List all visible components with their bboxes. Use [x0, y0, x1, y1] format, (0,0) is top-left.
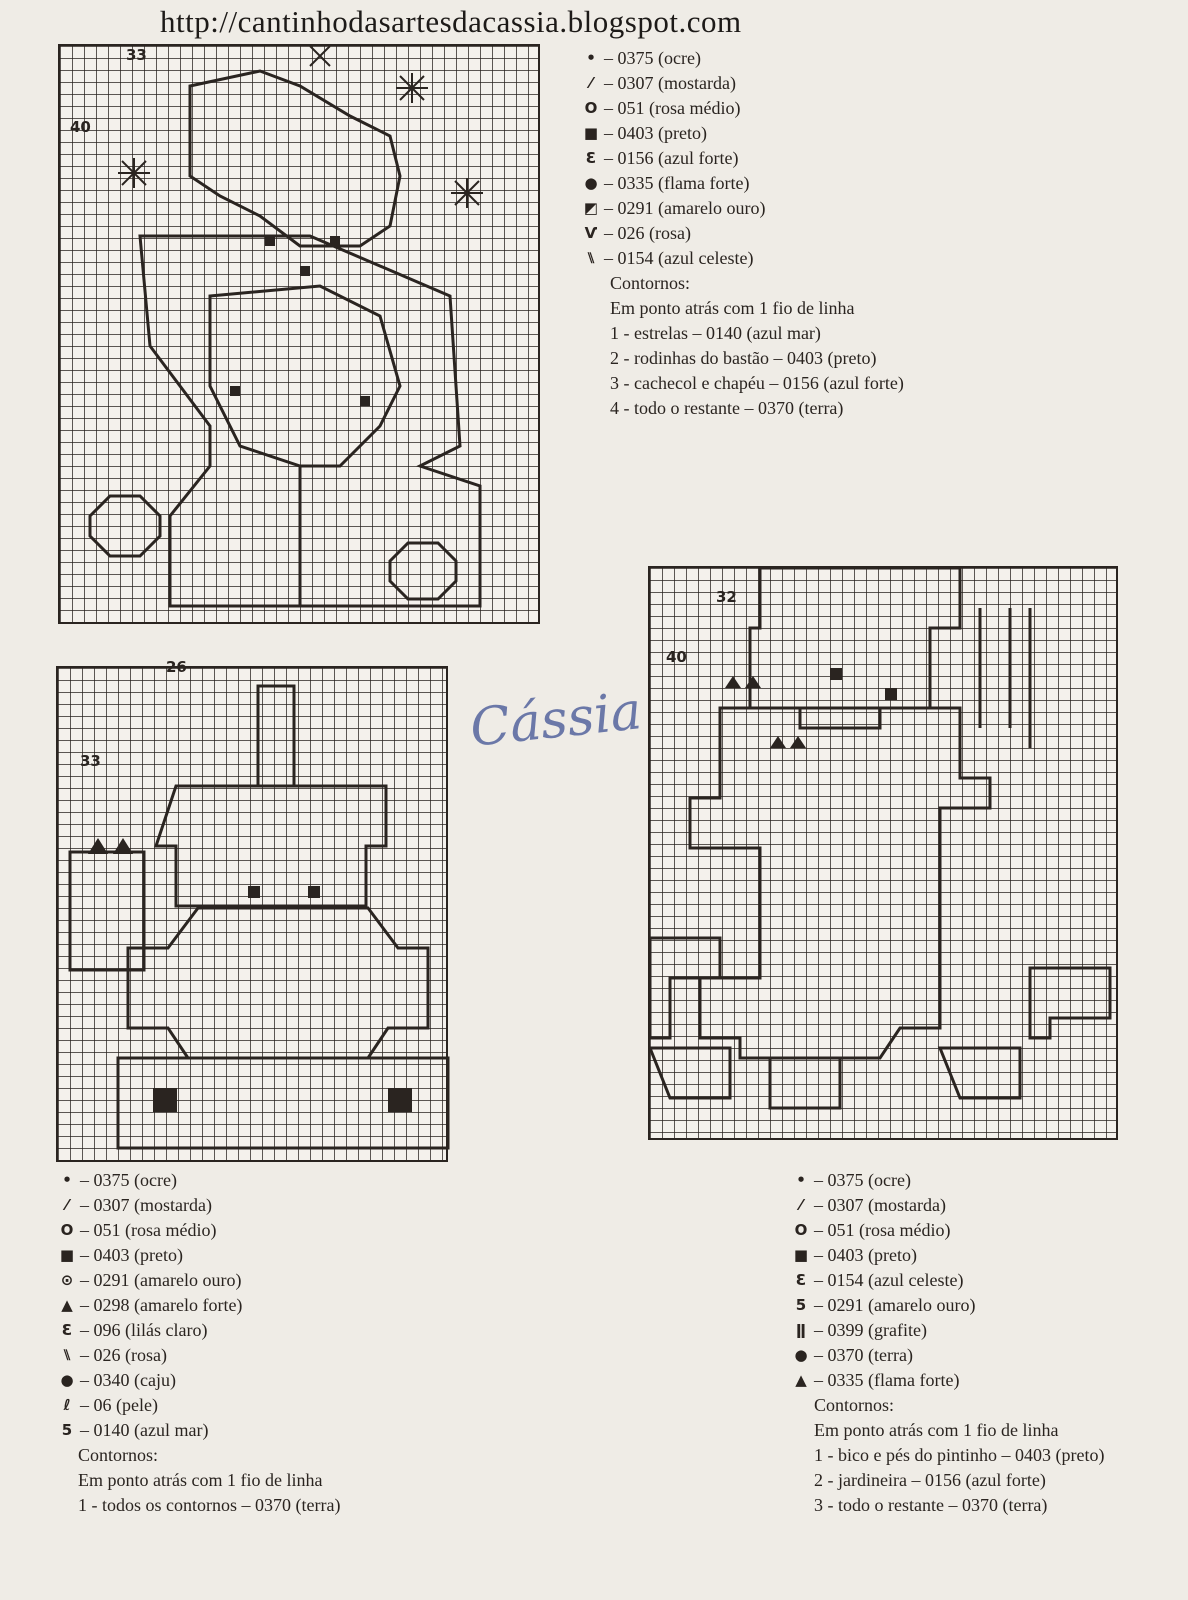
legend-text: – 0403 (preto)	[604, 123, 707, 143]
stitch-symbol: ▲	[61, 1296, 73, 1314]
stitch-symbol: Ѵ	[584, 224, 598, 242]
legend-text: – 096 (lilás claro)	[80, 1320, 208, 1340]
stitch-symbol: ●	[794, 1346, 808, 1364]
legend-row	[56, 1293, 340, 1318]
legend-row	[580, 46, 904, 71]
legend-text: – 0291 (amarelo ouro)	[80, 1270, 242, 1290]
legend-row	[790, 1218, 1104, 1243]
legend-row	[56, 1268, 340, 1293]
legend-text: – 0291 (amarelo ouro)	[604, 198, 766, 218]
chart-duck-grid	[648, 566, 1118, 1140]
legend-text: – 0154 (azul celeste)	[604, 248, 754, 268]
legend-text: – 0307 (mostarda)	[814, 1195, 946, 1215]
legend-row	[56, 1393, 340, 1418]
legend-row	[790, 1243, 1104, 1268]
stitch-symbol: 5	[795, 1296, 807, 1314]
legend-row	[580, 146, 904, 171]
chart-bear-width-label: 33	[126, 46, 147, 64]
legend-row	[790, 1268, 1104, 1293]
stitch-symbol: ⑊	[62, 1346, 72, 1364]
chart-candle-legend	[56, 1168, 340, 1518]
stitch-symbol: ■	[59, 1246, 75, 1264]
bear-figure-outline	[60, 46, 542, 626]
legend-row	[56, 1218, 340, 1243]
stitch-symbol: •	[62, 1171, 72, 1189]
chart-candle-bear-grid	[56, 666, 448, 1162]
stitch-symbol: ⁄	[589, 74, 593, 92]
legend-row	[790, 1193, 1104, 1218]
legend-row	[56, 1193, 340, 1218]
legend-row	[56, 1368, 340, 1393]
stitch-symbol: ●	[584, 174, 598, 192]
outlines-subtitle: Em ponto atrás com 1 fio de linha	[78, 1470, 323, 1490]
outlines-title: Contornos:	[814, 1395, 895, 1415]
blog-url: http://cantinhodasartesdacassia.blogspot.com	[160, 4, 742, 39]
chart-duck-height-label: 40	[666, 648, 687, 666]
legend-text: – 0340 (caju)	[80, 1370, 176, 1390]
stitch-symbol: 5	[61, 1421, 73, 1439]
outlines-subtitle: Em ponto atrás com 1 fio de linha	[610, 298, 855, 318]
legend-text: – 0298 (amarelo forte)	[80, 1295, 243, 1315]
chart-candle-height-label: 33	[80, 752, 101, 770]
chart-duck-legend	[790, 1168, 1104, 1518]
candle-bear-figure-outline	[58, 668, 450, 1164]
legend-row	[580, 171, 904, 196]
stitch-symbol: Ɛ	[61, 1321, 73, 1339]
stitch-symbol: •	[796, 1171, 806, 1189]
legend-text: – 026 (rosa)	[80, 1345, 167, 1365]
stitch-symbol: ■	[793, 1246, 809, 1264]
outlines-subtitle: Em ponto atrás com 1 fio de linha	[814, 1420, 1059, 1440]
legend-text: – 0335 (flama forte)	[604, 173, 750, 193]
outline-item: 3 - cachecol e chapéu – 0156 (azul forte)	[610, 373, 904, 393]
legend-row	[790, 1343, 1104, 1368]
outline-item: 1 - todos os contornos – 0370 (terra)	[78, 1495, 341, 1515]
stitch-symbol: ●	[60, 1371, 74, 1389]
stitch-symbol: O	[794, 1221, 808, 1239]
outlines-title: Contornos:	[610, 273, 691, 293]
outline-item: 2 - rodinhas do bastão – 0403 (preto)	[610, 348, 877, 368]
stitch-symbol: ■	[583, 124, 599, 142]
legend-text: – 0291 (amarelo ouro)	[814, 1295, 976, 1315]
legend-text: – 051 (rosa médio)	[80, 1220, 217, 1240]
legend-row	[56, 1343, 340, 1368]
legend-row	[56, 1318, 340, 1343]
stitch-symbol: ⊙	[60, 1271, 74, 1289]
outlines-title: Contornos:	[78, 1445, 159, 1465]
stitch-symbol: ◩	[583, 199, 599, 217]
legend-text: – 0370 (terra)	[814, 1345, 913, 1365]
chart-candle-width-label: 26	[166, 658, 187, 676]
legend-row	[580, 96, 904, 121]
outline-item: 1 - bico e pés do pintinho – 0403 (preto)	[814, 1445, 1105, 1465]
legend-text: – 051 (rosa médio)	[814, 1220, 951, 1240]
legend-text: – 026 (rosa)	[604, 223, 691, 243]
stitch-symbol: ⑊	[586, 249, 596, 267]
legend-text: – 0403 (preto)	[80, 1245, 183, 1265]
legend-row	[580, 246, 904, 271]
legend-text: – 0307 (mostarda)	[80, 1195, 212, 1215]
chart-duck-width-label: 32	[716, 588, 737, 606]
stitch-symbol: ⁄	[799, 1196, 803, 1214]
outline-item: 4 - todo o restante – 0370 (terra)	[610, 398, 844, 418]
stitch-symbol: ▲	[795, 1371, 807, 1389]
legend-text: – 0375 (ocre)	[604, 48, 701, 68]
stitch-symbol: O	[60, 1221, 74, 1239]
legend-row	[580, 196, 904, 221]
legend-text: – 0403 (preto)	[814, 1245, 917, 1265]
stitch-symbol: Ɛ	[795, 1271, 807, 1289]
legend-text: – 0375 (ocre)	[80, 1170, 177, 1190]
legend-row	[56, 1243, 340, 1268]
legend-text: – 06 (pele)	[80, 1395, 158, 1415]
legend-row	[790, 1293, 1104, 1318]
legend-row	[790, 1368, 1104, 1393]
legend-text: – 0375 (ocre)	[814, 1170, 911, 1190]
legend-row	[580, 71, 904, 96]
outline-item: 3 - todo o restante – 0370 (terra)	[814, 1495, 1048, 1515]
outline-item: 2 - jardineira – 0156 (azul forte)	[814, 1470, 1046, 1490]
legend-text: – 0335 (flama forte)	[814, 1370, 960, 1390]
signature-cassia: Cássia	[467, 681, 645, 759]
legend-text: – 0140 (azul mar)	[80, 1420, 209, 1440]
legend-text: – 051 (rosa médio)	[604, 98, 741, 118]
legend-text: – 0156 (azul forte)	[604, 148, 739, 168]
chart-bear-legend	[580, 46, 904, 421]
chart-bear-grid	[58, 44, 540, 624]
legend-text: – 0307 (mostarda)	[604, 73, 736, 93]
legend-row	[790, 1318, 1104, 1343]
stitch-symbol: O	[584, 99, 598, 117]
duck-figure-outline	[650, 568, 1120, 1142]
stitch-symbol: •	[586, 49, 596, 67]
stitch-symbol: ℓ	[63, 1396, 71, 1414]
stitch-symbol: ǁ	[796, 1321, 806, 1339]
chart-bear-height-label: 40	[70, 118, 91, 136]
legend-row	[790, 1168, 1104, 1193]
legend-row	[56, 1418, 340, 1443]
outline-item: 1 - estrelas – 0140 (azul mar)	[610, 323, 821, 343]
legend-text: – 0399 (grafite)	[814, 1320, 927, 1340]
legend-row	[580, 121, 904, 146]
legend-row	[56, 1168, 340, 1193]
legend-row	[580, 221, 904, 246]
stitch-symbol: ⁄	[65, 1196, 69, 1214]
stitch-symbol: Ɛ	[585, 149, 597, 167]
legend-text: – 0154 (azul celeste)	[814, 1270, 964, 1290]
